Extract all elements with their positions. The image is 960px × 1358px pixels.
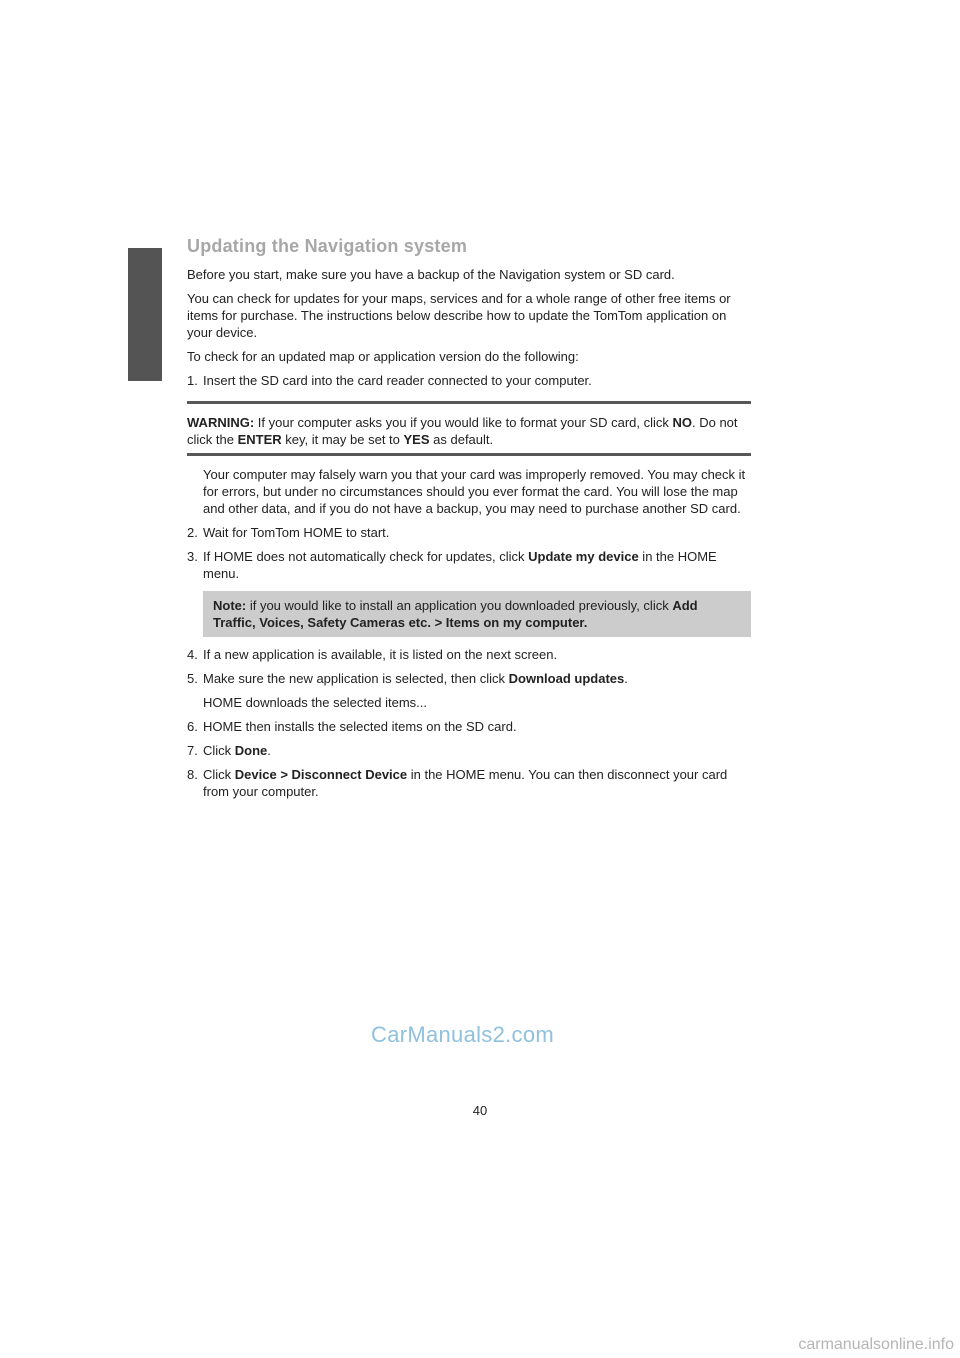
page-number: 40 <box>472 1103 488 1118</box>
step-2 <box>187 524 751 541</box>
warning-rule-bottom <box>187 453 751 456</box>
step-number: 6. <box>187 719 198 734</box>
step-7: 7. Click Done. <box>187 743 271 758</box>
chapter-side-tab <box>128 248 162 381</box>
note-label: Note: <box>213 598 247 613</box>
page-content <box>187 236 751 807</box>
site-watermark: CarManuals2.com <box>371 1022 555 1047</box>
step-number: 7. <box>187 743 198 758</box>
step-text: Insert the SD card into the card reader connected to your computer. <box>203 373 592 388</box>
step-number: 4. <box>187 647 198 662</box>
step-3: 3. If HOME does not automatically check for updates, click Update my device in the HOME menu. <box>187 549 717 581</box>
steps-list-a <box>187 372 751 389</box>
step-4: 4. If a new application is available, it is listed on the next screen. <box>187 647 558 662</box>
warning-label: WARNING: <box>187 415 255 430</box>
steps-list-b <box>187 524 751 582</box>
step-text: Wait for TomTom HOME to start. <box>203 525 390 540</box>
section-heading: Updating the Navigation system <box>187 236 468 256</box>
step-5: 5. Make sure the new application is selected, then click Download updates. <box>187 671 628 686</box>
step-number: 3. <box>187 549 198 564</box>
note-box: Note: if you would like to install an application you downloaded previously, click Add Traffic, Voices, Safety Cameras etc. > Items on my computer. <box>203 591 751 637</box>
warning-rule-top <box>187 401 751 404</box>
step-number: 5. <box>187 671 198 686</box>
intro-paragraph-2: You can check for updates for your maps, services and for a whole range of other free items or items for purchase. The instructions below describe how to update the TomTom application on your device. <box>187 291 731 340</box>
warning-box: WARNING: If your computer asks you if you would like to format your SD card, click NO. Do not click the ENTER key, it may be set to YES as default. <box>187 415 738 447</box>
steps-list-c <box>187 646 751 687</box>
step-8: 8. Click Device > Disconnect Device in the HOME menu. You can then disconnect your card from your computer. <box>187 767 728 799</box>
footer-watermark: carmanualsonline.info <box>798 1336 954 1353</box>
intro-paragraph-3: To check for an updated map or application version do the following: <box>187 349 579 364</box>
step-number: 1. <box>187 373 198 388</box>
intro-paragraph-1: Before you start, make sure you have a backup of the Navigation system or SD card. <box>187 267 675 282</box>
step-number: 8. <box>187 767 198 782</box>
step-1 <box>187 372 751 389</box>
step-6: 6. HOME then installs the selected items on the SD card. <box>187 719 517 734</box>
step-number: 2. <box>187 525 198 540</box>
steps-list-d <box>187 718 751 800</box>
card-warning-paragraph: Your computer may falsely warn you that your card was improperly removed. You may check it for errors, but under no circumstances should you ever format the card. You will lose the map and other data, and if you do not have a backup, you may need to purchase another SD card. <box>203 467 746 516</box>
step-5-subtext: HOME downloads the selected items... <box>203 695 427 710</box>
